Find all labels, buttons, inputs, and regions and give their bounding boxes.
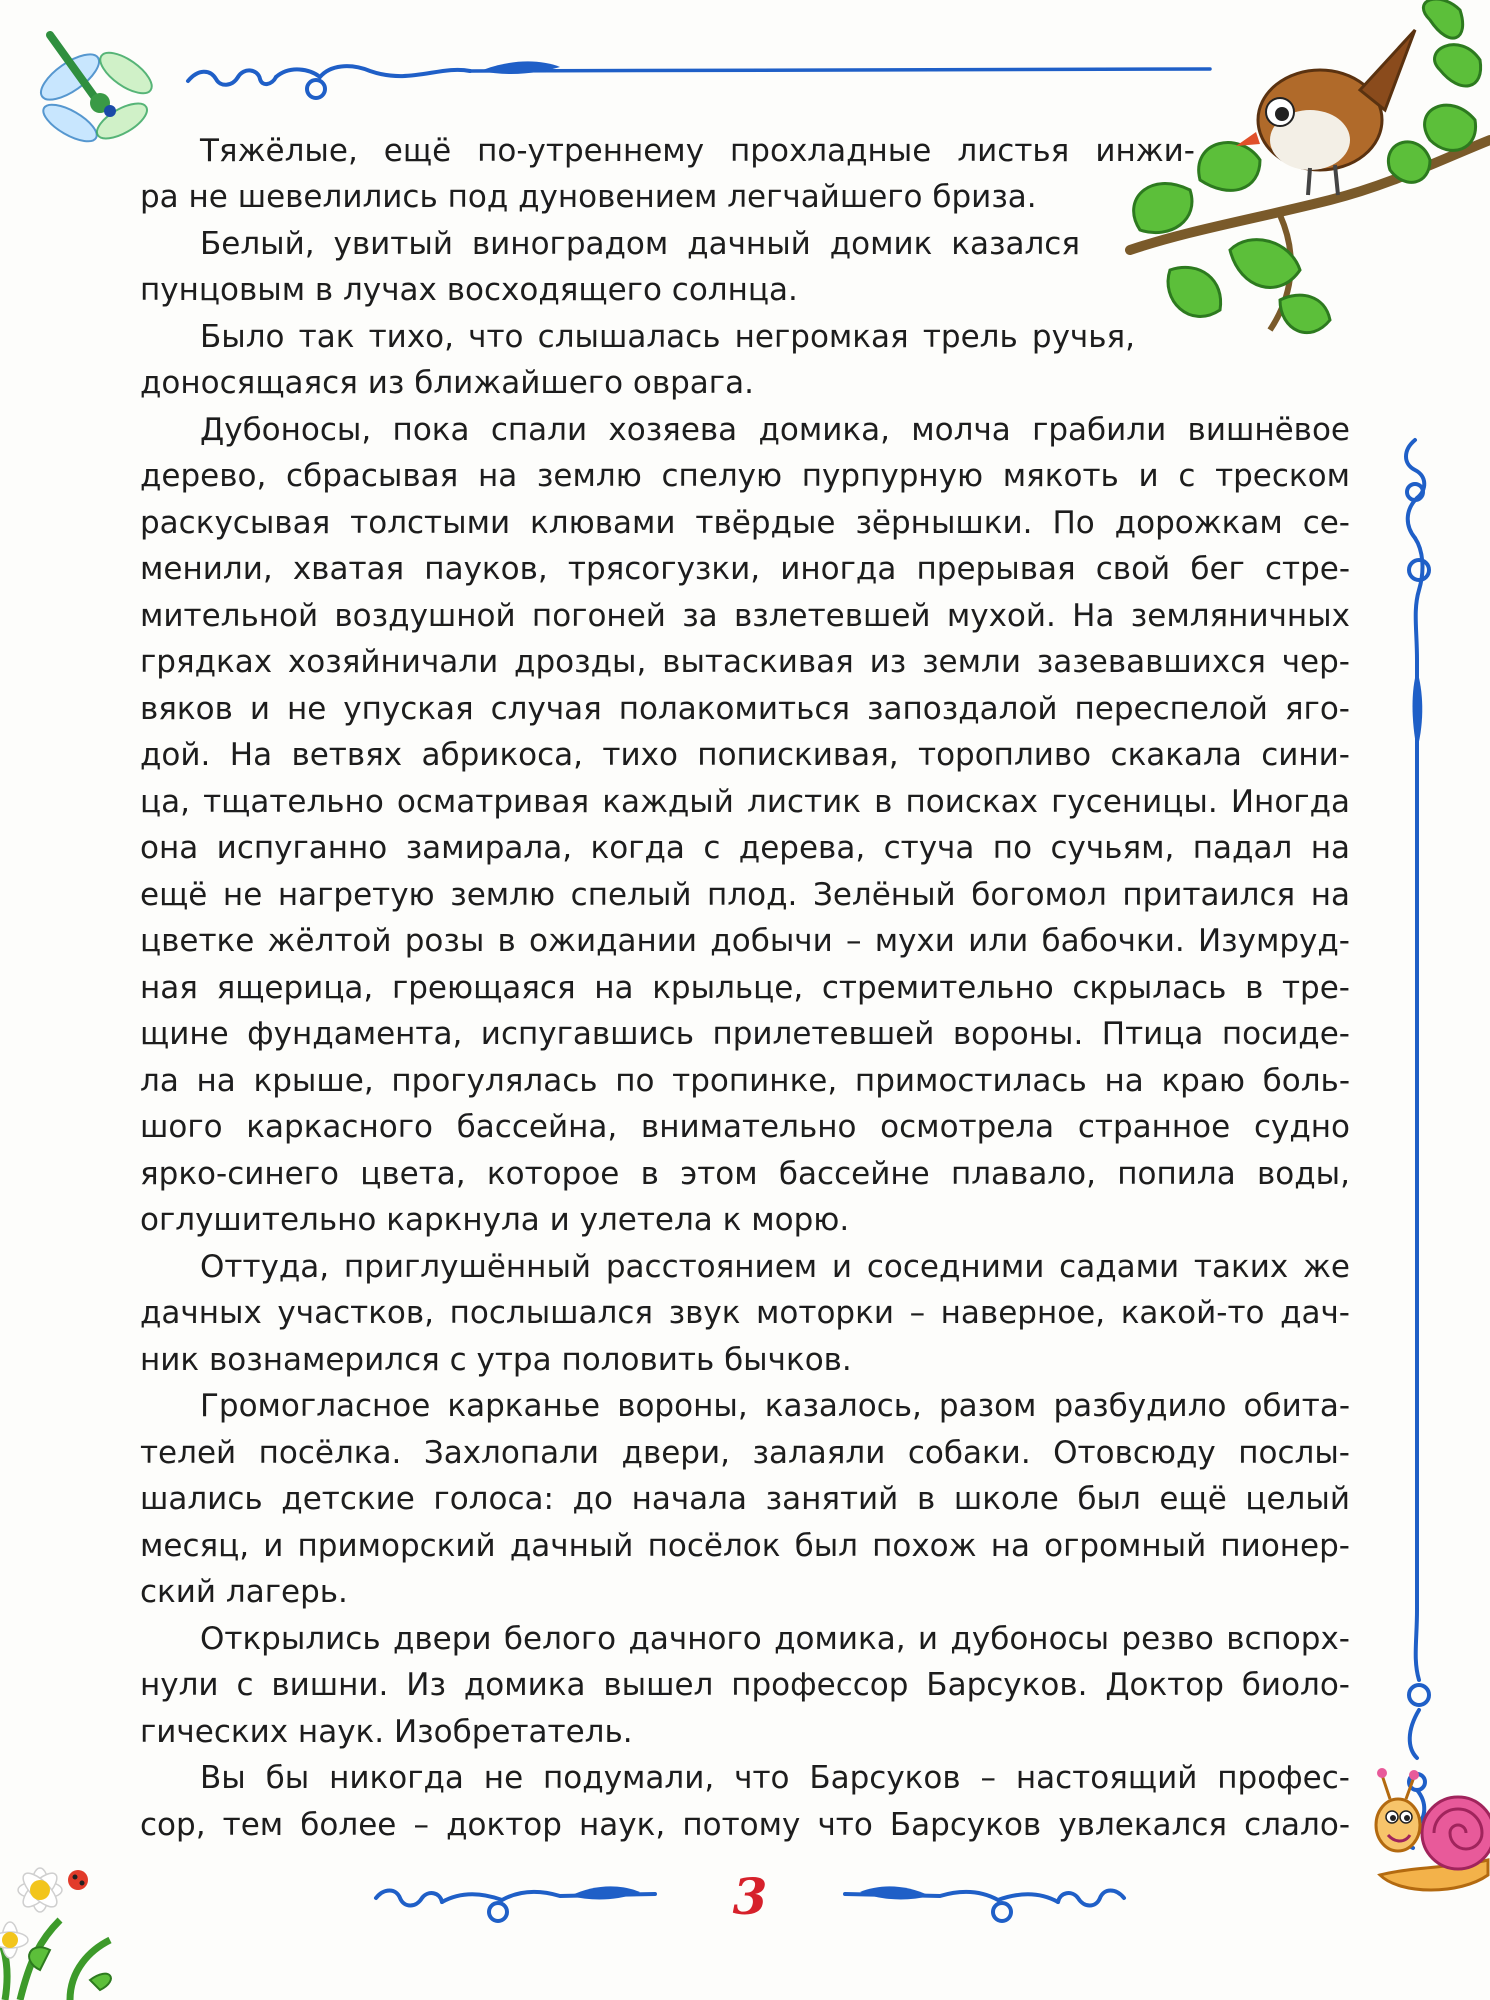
- text-line: ная ящерица, греющаяся на крыльце, стремительно скрылась в тре-: [140, 970, 1350, 1006]
- text-line: ярко-синего цвета, которое в этом бассейне плавало, попила воды,: [140, 1156, 1350, 1192]
- text-line: Было так тихо, что слышалась негромкая трель ручья,: [200, 319, 1135, 355]
- text-line: пунцовым в лучах восходящего солнца.: [140, 272, 798, 308]
- text-line: дерево, сбрасывая на землю спелую пурпурную мякоть и с треском: [140, 458, 1350, 494]
- text-line: ский лагерь.: [140, 1574, 348, 1610]
- snail-icon: [1370, 1755, 1490, 1905]
- text-line: Вы бы никогда не подумали, что Барсуков – настоящий профес-: [200, 1760, 1350, 1796]
- top-ornament: [180, 55, 1220, 105]
- text-line: она испуганно замирала, когда с дерева, стуча по сучьям, падал на: [140, 830, 1350, 866]
- text-line: оглушительно каркнула и улетела к морю.: [140, 1202, 850, 1238]
- text-line: ещё не нагретую землю спелый плод. Зелёный богомол притаился на: [140, 877, 1350, 913]
- text-line: щине фундамента, испугавшись прилетевшей вороны. Птица посиде-: [140, 1016, 1350, 1052]
- text-line: телей посёлка. Захлопали двери, залаяли собаки. Отовсюду послы-: [140, 1435, 1350, 1471]
- text-line: шого каркасного бассейна, внимательно осмотрела странное судно: [140, 1109, 1350, 1145]
- text-line: Открылись двери белого дачного домика, и дубоносы резво вспорх-: [200, 1621, 1350, 1657]
- text-line: ник вознамерился с утра половить бычков.: [140, 1342, 852, 1378]
- text-line: раскусывая толстыми клювами твёрдые зёрнышки. По дорожкам се-: [140, 505, 1350, 541]
- dragonfly-icon: [30, 15, 160, 175]
- text-line: дой. На ветвях абрикоса, тихо попискивая, торопливо скакала сини-: [140, 737, 1350, 773]
- text-line: месяц, и приморский дачный посёлок был похож на огромный пионер-: [140, 1528, 1350, 1564]
- page-number: 3: [732, 1867, 768, 1926]
- text-line: гических наук. Изобретатель.: [140, 1714, 633, 1750]
- text-line: шались детские голоса: до начала занятий в школе был ещё целый: [140, 1481, 1350, 1517]
- text-line: цветке жёлтой розы в ожидании добычи – мухи или бабочки. Изумруд-: [140, 923, 1350, 959]
- text-line: дачных участков, послышался звук моторки – наверное, какой-то дач-: [140, 1295, 1350, 1331]
- text-line: Белый, увитый виноградом дачный домик казался: [200, 226, 1080, 262]
- text-line: Дубоносы, пока спали хозяева домика, молча грабили вишнёвое: [200, 412, 1350, 448]
- text-line: Оттуда, приглушённый расстоянием и соседними садами таких же: [200, 1249, 1350, 1285]
- text-line: менили, хватая пауков, трясогузки, иногда прерывая свой бег стре-: [140, 551, 1350, 587]
- text-line: ла на крыше, прогулялась по тропинке, примостилась на краю боль-: [140, 1063, 1350, 1099]
- text-line: сор, тем более – доктор наук, потому что Барсуков увлекался слало-: [140, 1807, 1350, 1843]
- text-line: мительной воздушной погоней за взлетевшей мухой. На земляничных: [140, 598, 1350, 634]
- text-line: ца, тщательно осматривая каждый листик в поисках гусеницы. Иногда: [140, 784, 1350, 820]
- text-line: ра не шевелились под дуновением легчайшего бриза.: [140, 179, 1037, 215]
- text-line: вяков и не упуская случая полакомиться запоздалой переспелой яго-: [140, 691, 1350, 727]
- text-line: грядках хозяйничали дрозды, вытаскивая из земли зазевавшихся чер-: [140, 644, 1350, 680]
- bottom-ornament-right: [840, 1878, 1130, 1928]
- daisies-icon: [0, 1850, 140, 2000]
- bird-on-branch-icon: [1130, 0, 1490, 350]
- text-line: доносящаяся из ближайшего оврага.: [140, 365, 754, 401]
- right-ornament: [1395, 430, 1445, 1850]
- text-line: нули с вишни. Из домика вышел профессор Барсуков. Доктор биоло-: [140, 1667, 1350, 1703]
- bottom-ornament-left: [370, 1878, 660, 1928]
- text-line: Громогласное карканье вороны, казалось, разом разбудило обита-: [200, 1388, 1350, 1424]
- text-line: Тяжёлые, ещё по-утреннему прохладные листья инжи-: [200, 133, 1195, 169]
